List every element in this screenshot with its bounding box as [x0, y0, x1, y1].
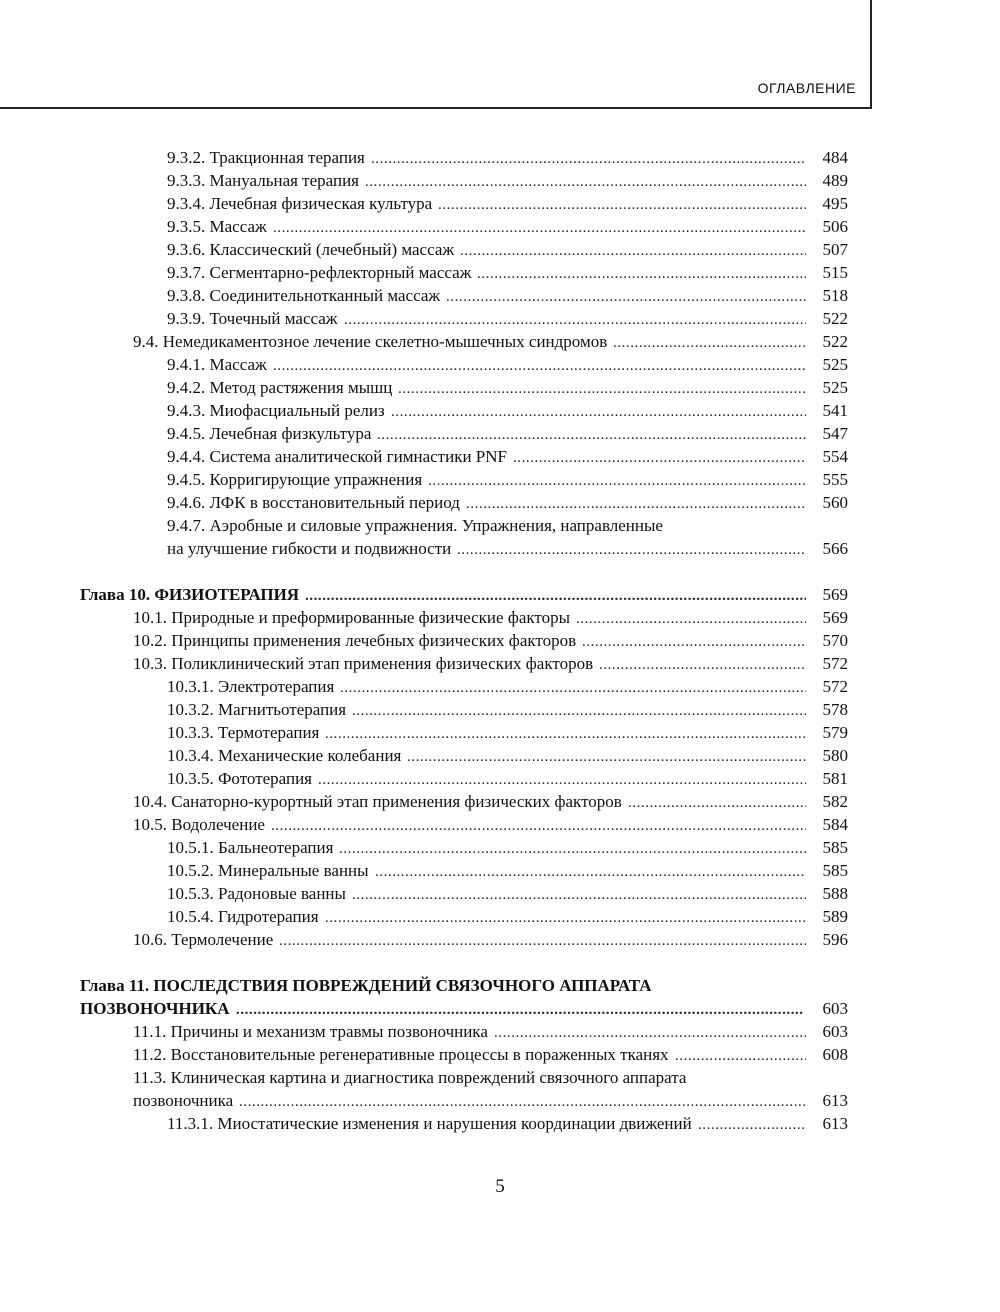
dot-leader [698, 1112, 806, 1135]
toc-entry[interactable] [133, 606, 848, 629]
dot-leader [236, 997, 806, 1020]
dot-leader [613, 330, 806, 353]
toc-entry-title: 9.3.2. Тракционная терапия [167, 146, 369, 169]
toc-entry[interactable] [167, 721, 848, 744]
toc-entry-page: 580 [822, 746, 848, 765]
toc-entry-page: 547 [822, 424, 848, 443]
toc-entry-title: 11.1. Причины и механизм травмы позвоночника [133, 1020, 492, 1043]
toc-entry[interactable] [167, 192, 848, 215]
toc-entry-page: 484 [822, 148, 848, 167]
toc-entry[interactable] [167, 859, 848, 882]
toc-entry-title: 11.2. Восстановительные регенеративные процессы в пораженных тканях [133, 1043, 673, 1066]
toc-entry-title: 9.3.5. Массаж [167, 215, 271, 238]
toc-entry-page: 578 [822, 700, 848, 719]
toc-entry-title: 9.4. Немедикаментозное лечение скелетно-мышечных синдромов [133, 330, 611, 353]
toc-chapter-line1 [80, 974, 848, 997]
toc-chapter-title: Глава 11. ПОСЛЕДСТВИЯ ПОВРЕЖДЕНИЙ СВЯЗОЧНОГО АППАРАТА [80, 974, 656, 997]
dot-leader [339, 836, 806, 859]
dot-leader [576, 606, 806, 629]
dot-leader [391, 399, 806, 422]
dot-leader [273, 353, 806, 376]
toc-entry-title: на улучшение гибкости и подвижности [167, 537, 455, 560]
toc-entry[interactable] [167, 1112, 848, 1135]
toc-entry[interactable] [167, 537, 848, 560]
dot-leader [279, 928, 806, 951]
toc-entry-page: 522 [822, 332, 848, 351]
toc-entry-title: 9.3.6. Классический (лечебный) массаж [167, 238, 458, 261]
dot-leader [325, 905, 806, 928]
dot-leader [457, 537, 806, 560]
toc-entry[interactable] [133, 928, 848, 951]
toc-entry-title: 10.5.4. Гидротерапия [167, 905, 323, 928]
toc-entry-title: 9.4.2. Метод растяжения мышц [167, 376, 396, 399]
toc-entry-page: 518 [822, 286, 848, 305]
dot-leader [446, 284, 806, 307]
toc-entry-title: 9.4.4. Система аналитической гимнастики PNF [167, 445, 511, 468]
toc-entry[interactable] [133, 330, 848, 353]
toc-entry-page: 585 [822, 861, 848, 880]
toc-entry-page: 584 [822, 815, 848, 834]
toc-entry[interactable] [167, 307, 848, 330]
toc-entry-page: 569 [822, 608, 848, 627]
toc-entry-title: 9.4.1. Массаж [167, 353, 271, 376]
toc-entry[interactable] [167, 376, 848, 399]
toc-entry-title: 10.3.5. Фототерапия [167, 767, 316, 790]
toc-entry-title: 10.3.1. Электротерапия [167, 675, 338, 698]
toc-entry-page: 566 [822, 539, 848, 558]
toc-entry-title: 10.3. Поликлинический этап применения физических факторов [133, 652, 597, 675]
toc-entry-page: 613 [822, 1091, 848, 1110]
toc-chapter-title: Глава 10. ФИЗИОТЕРАПИЯ [80, 583, 303, 606]
dot-leader [407, 744, 806, 767]
toc-entry-page: 603 [822, 999, 848, 1018]
toc-entry-title: 10.5.2. Минеральные ванны [167, 859, 373, 882]
toc-entry[interactable] [167, 146, 848, 169]
toc-entry-title: 10.5.1. Бальнеотерапия [167, 836, 337, 859]
toc-entry-title: 9.3.7. Сегментарно-рефлекторный массаж [167, 261, 475, 284]
toc-entry[interactable] [167, 445, 848, 468]
toc-entry[interactable] [167, 905, 848, 928]
toc-entry-page: 581 [822, 769, 848, 788]
dot-leader [628, 790, 806, 813]
toc-entry-title: 10.5. Водолечение [133, 813, 269, 836]
toc-entry-title: 11.3. Клиническая картина и диагностика повреждений связочного аппарата [133, 1066, 690, 1089]
toc-entry[interactable] [133, 652, 848, 675]
toc-entry-title: 11.3.1. Миостатические изменения и нарушения координации движений [167, 1112, 696, 1135]
toc-entry-title: 10.1. Природные и преформированные физические факторы [133, 606, 574, 629]
toc-entry-title: 9.3.9. Точечный массаж [167, 307, 342, 330]
running-header: ОГЛАВЛЕНИЕ [757, 80, 856, 96]
toc-entry[interactable] [167, 698, 848, 721]
toc-entry[interactable] [167, 261, 848, 284]
toc-entry-title: 10.3.3. Термотерапия [167, 721, 323, 744]
toc-entry[interactable] [167, 422, 848, 445]
toc-entry[interactable] [167, 169, 848, 192]
toc-chapter[interactable] [80, 997, 848, 1020]
dot-leader [365, 169, 806, 192]
toc-entry-title: 10.3.2. Магнитьотерапия [167, 698, 350, 721]
dot-leader [239, 1089, 806, 1112]
dot-leader [438, 192, 806, 215]
toc-entry[interactable] [167, 675, 848, 698]
toc-entry-title: позвоночника [133, 1089, 237, 1112]
toc-entry-page: 589 [822, 907, 848, 926]
toc-entry-title: 9.4.3. Миофасциальный релиз [167, 399, 389, 422]
toc-entry-page: 515 [822, 263, 848, 282]
toc-entry-page: 582 [822, 792, 848, 811]
toc-entry[interactable] [167, 238, 848, 261]
dot-leader [582, 629, 806, 652]
toc-entry-title: 9.4.6. ЛФК в восстановительный период [167, 491, 464, 514]
dot-leader [599, 652, 806, 675]
dot-leader [460, 238, 806, 261]
toc-entry-title: 10.4. Санаторно-курортный этап применения физических факторов [133, 790, 626, 813]
toc-entry-page: 495 [822, 194, 848, 213]
dot-leader [271, 813, 806, 836]
toc-entry-page: 522 [822, 309, 848, 328]
toc-entry-page: 507 [822, 240, 848, 259]
dot-leader [371, 146, 806, 169]
toc-entry[interactable] [167, 215, 848, 238]
dot-leader [675, 1043, 806, 1066]
toc-entry[interactable] [133, 790, 848, 813]
dot-leader [428, 468, 806, 491]
toc-entry-title: 9.4.5. Корригирующие упражнения [167, 468, 426, 491]
toc-entry[interactable] [167, 468, 848, 491]
dot-leader [377, 422, 806, 445]
toc-entry-title: 9.3.3. Мануальная терапия [167, 169, 363, 192]
toc-entry-page: 555 [822, 470, 848, 489]
dot-leader [477, 261, 806, 284]
dot-leader [375, 859, 806, 882]
toc-entry-page: 585 [822, 838, 848, 857]
toc-entry-page: 506 [822, 217, 848, 236]
toc-entry-title: 10.2. Принципы применения лечебных физических факторов [133, 629, 580, 652]
toc-entry[interactable] [167, 882, 848, 905]
toc-entry-page: 613 [822, 1114, 848, 1133]
toc-chapter-title: ПОЗВОНОЧНИКА [80, 997, 234, 1020]
toc-entry-title: 9.3.4. Лечебная физическая культура [167, 192, 436, 215]
toc-entry-page: 603 [822, 1022, 848, 1041]
dot-leader [344, 307, 806, 330]
toc-entry-line1 [133, 1066, 848, 1089]
page-number: 5 [495, 1176, 505, 1197]
toc-entry-page: 596 [822, 930, 848, 949]
toc-entry-page: 572 [822, 677, 848, 696]
dot-leader [494, 1020, 806, 1043]
toc-entry[interactable] [133, 813, 848, 836]
toc-entry[interactable] [167, 767, 848, 790]
dot-leader [352, 882, 806, 905]
toc-entry[interactable] [133, 1089, 848, 1112]
toc-entry-page: 489 [822, 171, 848, 190]
toc-entry-title: 10.3.4. Механические колебания [167, 744, 405, 767]
toc-entry-page: 608 [822, 1045, 848, 1064]
dot-leader [513, 445, 806, 468]
toc-entry-page: 572 [822, 654, 848, 673]
dot-leader [318, 767, 806, 790]
toc-entry-title: 9.3.8. Соединительнотканный массаж [167, 284, 444, 307]
toc-entry[interactable] [167, 744, 848, 767]
toc-entry[interactable] [133, 629, 848, 652]
dot-leader [305, 583, 806, 606]
toc-entry-line1 [167, 514, 848, 537]
toc-entry[interactable] [133, 1020, 848, 1043]
toc-chapter[interactable] [80, 583, 848, 606]
toc-entry-title: 9.4.5. Лечебная физкультура [167, 422, 375, 445]
toc-entry-page: 560 [822, 493, 848, 512]
toc-entry-title: 9.4.7. Аэробные и силовые упражнения. Упражнения, направленные [167, 514, 667, 537]
toc-entry[interactable] [133, 1043, 848, 1066]
toc-entry[interactable] [167, 284, 848, 307]
dot-leader [325, 721, 806, 744]
toc-entry[interactable] [167, 491, 848, 514]
dot-leader [398, 376, 806, 399]
toc-entry[interactable] [167, 836, 848, 859]
toc-entry-page: 570 [822, 631, 848, 650]
toc-entry-page: 525 [822, 355, 848, 374]
toc-entry-page: 554 [822, 447, 848, 466]
dot-leader [352, 698, 806, 721]
toc-entry-title: 10.6. Термолечение [133, 928, 277, 951]
dot-leader [466, 491, 806, 514]
toc-entry-title: 10.5.3. Радоновые ванны [167, 882, 350, 905]
dot-leader [273, 215, 806, 238]
toc-entry-page: 569 [822, 585, 848, 604]
toc-entry-page: 588 [822, 884, 848, 903]
toc-entry-page: 525 [822, 378, 848, 397]
dot-leader [340, 675, 806, 698]
toc-entry[interactable] [167, 353, 848, 376]
toc-entry-page: 541 [822, 401, 848, 420]
toc-entry-page: 579 [822, 723, 848, 742]
toc-entry[interactable] [167, 399, 848, 422]
